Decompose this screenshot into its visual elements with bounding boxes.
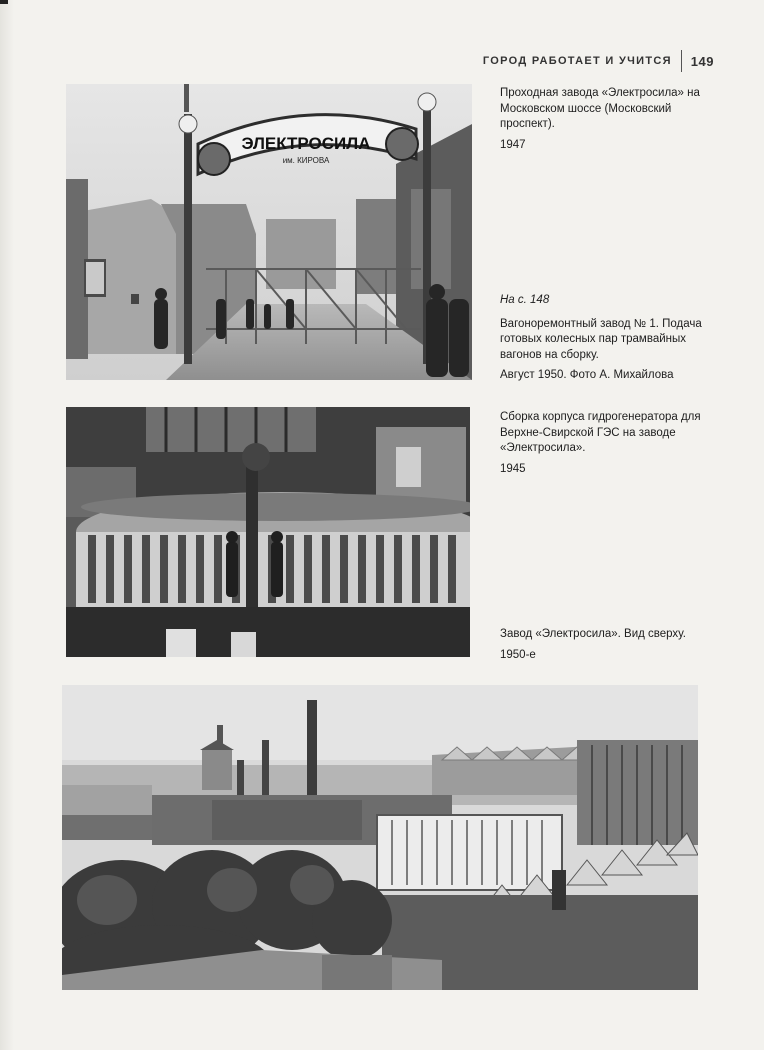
running-head-title: ГОРОД РАБОТАЕТ И УЧИТСЯ xyxy=(482,55,672,67)
page-number: 149 xyxy=(690,53,714,69)
caption-date: Август 1950. Фото А. Михайлова xyxy=(500,369,674,381)
page-binding-edge xyxy=(0,0,14,1050)
running-head xyxy=(483,50,714,72)
photo-hydrogenerator-assembly xyxy=(66,407,470,657)
caption-text: Вагоноремонтный завод № 1. Подача готовых колесных пар трамвайных вагонов на сборку. xyxy=(500,317,702,361)
gate-sign-text: ЭЛЕКТРОСИЛА xyxy=(241,134,371,153)
photo-factory-aerial-view xyxy=(62,685,698,990)
photo-electrosila-gate xyxy=(66,84,472,380)
caption-text: Завод «Электросила». Вид сверху. xyxy=(500,628,686,640)
caption-date: 1945 xyxy=(500,462,526,475)
caption-page-reference: На с. 148 xyxy=(500,294,550,306)
caption-text: Проходная завода «Электросила» на Московском шоссе (Московский проспект). xyxy=(500,87,700,130)
caption-hydrogenerator xyxy=(500,410,710,477)
corner-mark xyxy=(0,0,8,4)
gate-sign-subtext: им. КИРОВА xyxy=(282,156,330,165)
caption-date: 1947 xyxy=(500,138,526,151)
caption-aerial-view xyxy=(500,627,710,663)
caption-wagon-repair-plant xyxy=(500,293,710,384)
caption-gate-photo xyxy=(500,86,710,153)
caption-text: Сборка корпуса гидрогенератора для Верхне-Свирской ГЭС на заводе «Электросила». xyxy=(500,411,701,454)
caption-date: 1950-е xyxy=(500,648,536,661)
running-head-divider xyxy=(681,50,682,72)
